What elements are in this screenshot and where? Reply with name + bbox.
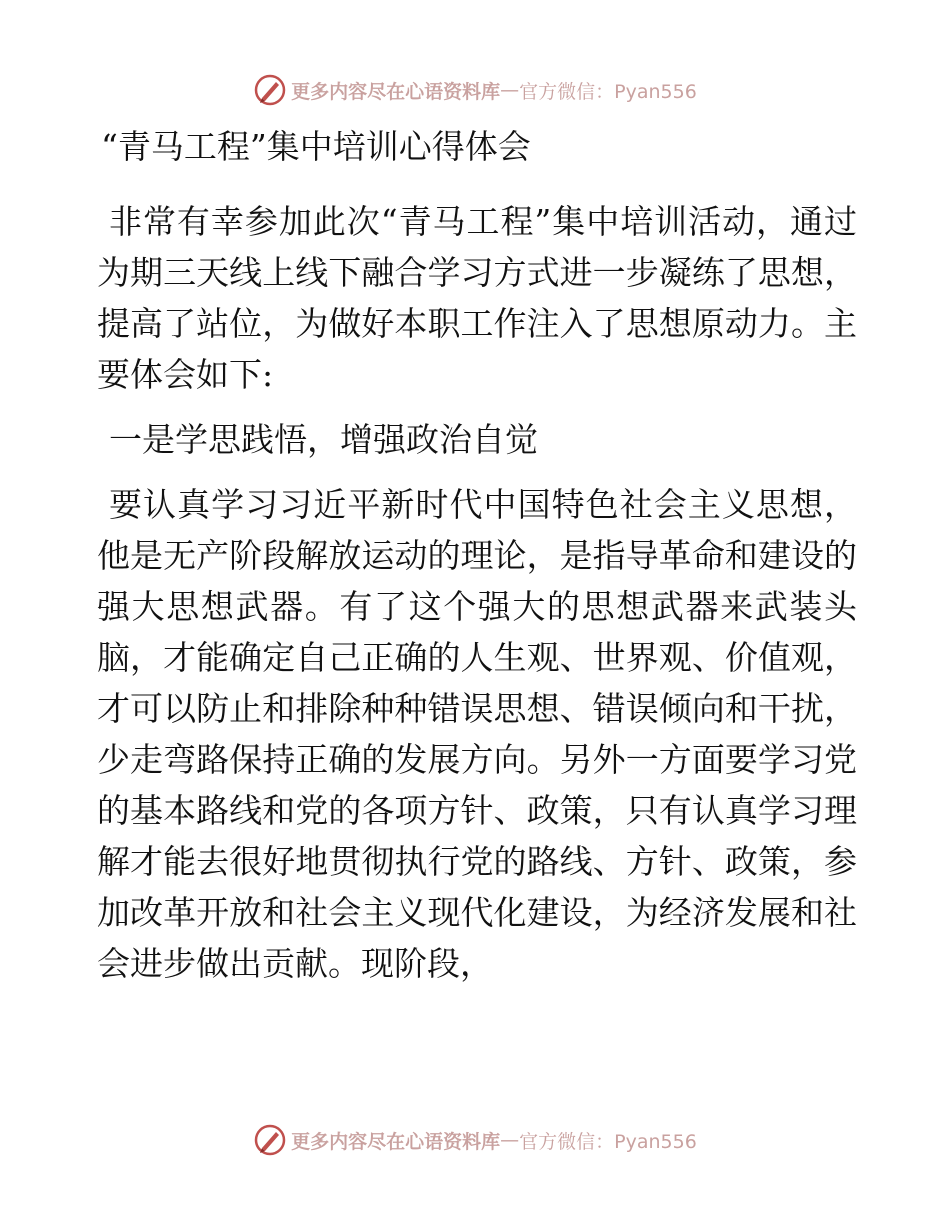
watermark-brand-text: 更多内容尽在心语资料库 [291, 80, 501, 103]
section-paragraph: 要认真学习习近平新时代中国特色社会主义思想，他是无产阶段解放运动的理论，是指导革命和建设的强大思想武器。有了这个强大的思想武器来武装头脑，才能确定自己正确的人生观、世界观、价值观，才可以防止和排除种种错误思想、错误倾向和干扰，少走弯路保持正确的发展方向。另外一方面要学习党的基本路线和党的各项方针、政策，只有认真学习理解才能去很好地贯彻执行党的路线、方针、政策，参加改革开放和社会主义现代化建设，为经济发展和社会进步做出贡献。现阶段， [97, 485, 857, 983]
intro-paragraph: 非常有幸参加此次“青马工程”集中培训活动，通过为期三天线上线下融合学习方式进一步凝练了思想，提高了站位，为做好本职工作注入了思想原动力。主要体会如下: [97, 202, 857, 394]
pen-logo-icon [253, 73, 287, 107]
watermark-separator: — [500, 79, 520, 101]
footer-watermark [0, 1120, 950, 1160]
document-body [97, 122, 857, 1003]
document-title: “青马工程”集中培训心得体会 [101, 127, 531, 166]
header-watermark [0, 70, 950, 110]
section-heading: 一是学思践悟，增强政治自觉 [109, 420, 538, 459]
watermark-wechat-text: 官方微信：Pyan556 [519, 80, 697, 103]
watermark-brand-text: 更多内容尽在心语资料库 [291, 1130, 501, 1153]
pen-logo-icon [253, 1123, 287, 1157]
watermark-separator: — [500, 1129, 520, 1151]
watermark-wechat-text: 官方微信：Pyan556 [519, 1130, 697, 1153]
